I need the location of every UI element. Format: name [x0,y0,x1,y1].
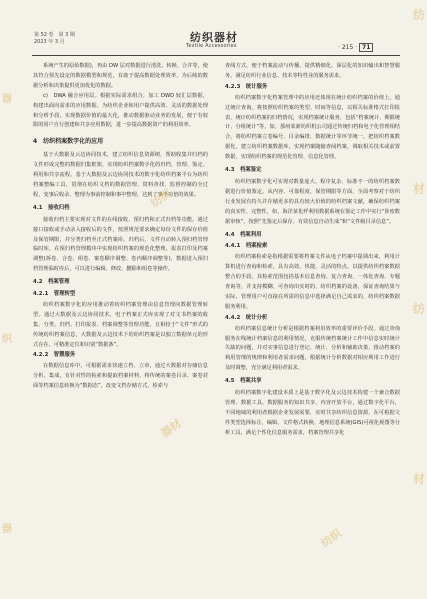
subsection-heading: 4.2 档案管理 [33,279,70,286]
watermark-mark: 织 [2,334,12,345]
subsection-heading: 4.3 档案鉴定 [225,167,262,174]
body-paragraph: 基于大数据及云边协同技术，建立纺织信息资源树，帮助收集并归档的文件形成完整的数据归集框架，实现纺织档案数字化的归档、管理、鉴定、利用和共享流程。基于大数据及云边协同技术的数字化纺织档案平台为纺织档案整编工具，贯彻在纺织文档的数据管理、资料查找、监督控制的全过程，变事后收录、整理为事前控制和事中整理，达到了事半功倍的效果。 [33,152,208,198]
journal-issue-info [34,32,75,46]
page-number-main: · 215 · [338,44,358,51]
body-paragraph: 在数据信息库中，可根据需求快速立档、立章，通过大数据对存储信息分析、集成，有针对性的检索和提取档案材料，将传统的案卷目录、案卷封面等档案信息转换为“数据态”，改变文档存储方式，检索与 [33,363,208,390]
body-paragraph: 接收归档主要实现对文件的在线接收、预归档和正式归档等功能。通过接口接收或手动录入接收后的文件，按照规范要求确定每份文件的保存价值及保管期限，并分类归档至正式档案库。归档后，文件自动转入预归档管理临时库，在预归档管理模块中实现纺织档案的规范化整理，报表打印及档案调整(拆卷、合卷、组卷、案卷顺序调整、卷内顺序调整等)，数据进入预归档管理临时库后，可以进行编辑、修改、删除和组卷等操作。 [33,216,208,273]
watermark-mark: 纺 [412,302,425,316]
watermark-mark: 材 [412,472,425,486]
subsection-heading: 4.4.1 档案检索 [225,243,268,250]
watermark-mark: 材 [412,182,425,196]
journal-logo: 纺织器材 [190,31,238,44]
section-heading: 4 纺织档案数字化的应用 [33,138,104,146]
body-paragraph: 系统产生的原始数据)，再由 DW 层对数据进行清洗、转换、合并等，使其符合预先设定的数据模型和规范，有助于提高数据处理效率，为后续的数据分析和决策提供更加优化的数据。 [33,63,208,89]
page-number [338,44,373,51]
watermark-mark: 纺 [412,8,425,22]
subsection-heading: 4.4 档案利用 [225,231,262,238]
subsection-heading: 4.2.1 管理转型 [33,291,76,298]
body-paragraph: 纺织档案数字化档案管理中的应用还体现在统计纺织档案的价值上。通过统计查询，将按照纺织档案的类型、时间等信息，以相关标准格式打印报表，统计纺织档案的归档情况，实现档案统计服务，包括“档案统计、期限统计、分组统计”等，如，那州某新纺织机公司通过传统归档和电子化管理相结合，将纺织档案立卷编号、目录编排、数据统计等环节统一，把纺织档案数据化，建立纺织档案数据库，实现档案随输查阅档案，调取相关技术或前置数据，实现纺织档案的规范化管理、信息化管理。 [225,94,400,161]
volume-issue: 第 52 卷 第 3 期 [34,32,75,38]
journal-english-name: Textile Accessories [186,43,237,49]
watermark-mark: 器材 [158,416,185,441]
body-paragraph: 查阅方式，便于档案流动与传播，提供精细化、深层化的知识输出和智慧服务，满足纺织行业信息、技术等特性业的服务需求。 [225,63,400,79]
body-paragraph: 纺织档案检索是指根据需要将档案文件从电子档案中提调出来，利用计算机进行查询和检索，具有高效、快捷、灵活的特点。以提供纺织档案数据整合的手段，其检索范围包括基本信息查询、复合查询、一体化查询、专题查询等，并支持模糊、可查询出实时的、纺织档案的设备，保证查询结果与实际，管理用户可直接在所需的信息中选择满足自己需求的，纺织档案数据服务利用。 [225,254,400,310]
subsection-heading: 4.2.3 统计服务 [225,83,268,90]
header-rule [32,55,400,56]
subsection-heading: 4.2.2 智慧服务 [33,352,76,359]
page-number-boxed: 71 [359,43,373,52]
watermark-mark: 纺织 [148,186,175,211]
subsection-heading: 4.1 接收归档 [33,204,70,211]
body-paragraph: 纺织档案数字化可实现对数量庞大、程序复杂、标准不一的纺织档案数据进行价值鉴定。从内容、可靠程度、保管期限等方面，全面考察对于纺织行业发展有持久并存储更多的具有较大价值的纺织档案文献，确保纺织档案的真实性、完整性，如，海洋某化纤利用数据系统在鉴定工作中实行“涉密数据审核”，按照“先鉴定后保存、有效信息自动生成”和“文件级目录信息”。 [225,178,400,225]
page-header [0,0,427,62]
issue-date: 2023 年 3 月 [34,39,65,45]
body-paragraph: 纺织档案数字化建设本质上是基于数字化及云边技术构建一个兼合数据管理、数据工具、数据服务的知识共享，内容开放平台，通过数字化平台，不同地域的利用者根据企业发展需要，实时共享纺织信息资源，在可根据文件类型选择标注，编辑、文件格式转换、地理信息系统(GIS)可视化视图等分析工具，满足个性化信息服务需求，档案管理共享化 [225,390,400,436]
left-column [33,62,208,587]
watermark-mark: 器 [2,524,12,535]
watermark-mark: 纺织 [318,526,345,551]
subsection-heading: 4.4.2 统计分析 [225,314,268,321]
right-column [225,62,400,587]
watermark-mark: 器 [2,94,12,105]
subsection-heading: 4.5 档案共享 [225,378,262,385]
body-paragraph: c) DWA 融合应用层。根据实际需求组合，加工 DWD 较汇层数据，构建出面向需求的应用数据，为纺织企业和用户提供高效、灵活的数据处理和分析手段，实现数据价值的最大化，推动数据驱动业务的发展，便于有权限的用户自行创建和共享应用数据，进一步提高数据资产的利用效率。 [33,92,208,129]
body-paragraph: 纺织档案信息统计分析是根据档案利用效率的重要评价手段。通过查询服务在线统计档案信息的利用情况，克服传统档案统计工作中信息实时统计失缺的问题，并对实事信息进行登记、统计，分析和辅助决策，推动档案的利用管理的规律和利用者需求问题，根据统计分析数据对相应利用工作进行及时调整，充分满足利用者需求。 [225,325,400,372]
body-paragraph: 纺织档案数字化的应用推动着纺织档案管理由信息管理向数据管理转型。通过大数据及云边协同技术，电子档案正式库实现了对文书档案的收集、分类、归档、打印报表、档案调整等管理功能，且相较于“文件”形式的传统纺织档案信息，大数据及云边技术下的纺织档案是以独立数据单元的形式存在、可精准定位和识别“数据条”。 [33,301,208,348]
